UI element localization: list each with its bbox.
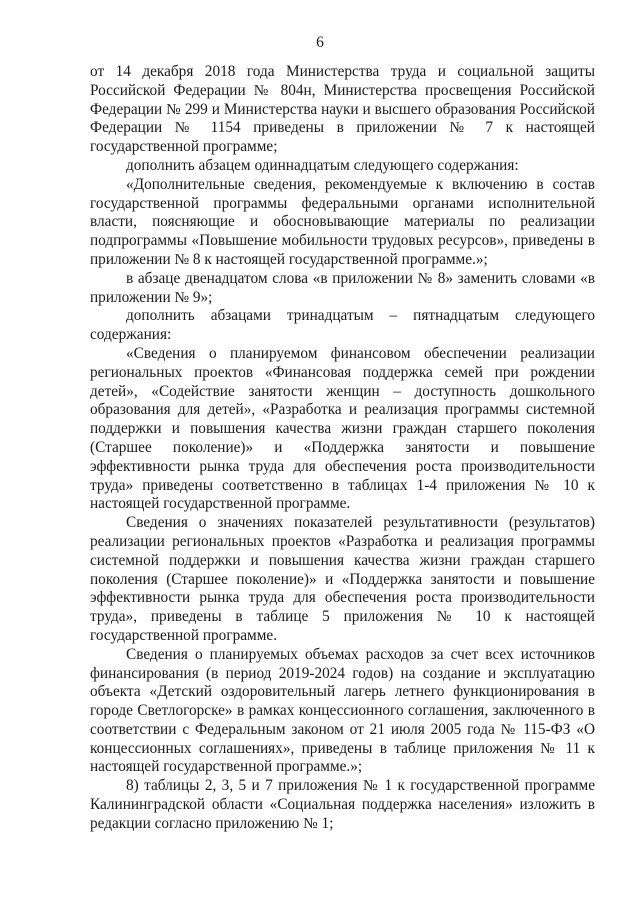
paragraph-4: в абзаце двенадцатом слова «в приложении № 8» заменить словами «в приложении № 9»; [90,269,595,306]
paragraph-5: дополнить абзацами тринадцатым – пятнадцатым следующего содержания: [90,307,595,344]
paragraph-1: от 14 декабря 2018 года Министерства труда и социальной защиты Российской Федерации № 804н, Министерства просвещения Российской Федерации № 299 и Министерства науки и высшего образования Российской Федерации № 1154 приведены в приложении № 7 к настоящей государственной программе; [90,63,595,156]
paragraph-6: «Сведения о планируемом финансовом обеспечении реализации региональных проектов «Финансовая поддержка семей при рождении детей», «Содействие занятости женщин – доступность дошкольного образования для детей», «Разработка и реализация программы системной поддержки и повышения качества жизни граждан старшего поколения (Старшее поколение)» и «Поддержка занятости и повышение эффективности рынка труда для обеспечения роста производительности труда» приведены соответственно в таблицах 1-4 приложения № 10 к настоящей государственной программе. [90,344,595,513]
paragraph-9: 8) таблицы 2, 3, 5 и 7 приложения № 1 к государственной программе Калининградской области «Социальная поддержка населения» изложить в редакции согласно приложению № 1; [90,777,595,832]
paragraph-2: дополнить абзацем одиннадцатым следующего содержания: [126,156,519,174]
document-body [90,63,595,834]
paragraph-8: Сведения о планируемых объемах расходов за счет всех источников финансирования (в период 2019-2024 годов) на создание и эксплуатацию объекта «Детский оздоровительный лагерь летнего функционирования в городе Светлогорске» в рамках концессионного соглашения, заключенного в соответствии с Федеральным законом от 21 июля 2005 года № 115-ФЗ «О концессионных соглашениях», приведены в таблице приложения № 11 к настоящей государственной программе.»; [90,645,595,776]
paragraph-3: «Дополнительные сведения, рекомендуемые к включению в состав государственной программы федеральными органами исполнительной власти, поясняющие и обосновывающие материалы по реализации подпрограммы «Повышение мобильности трудовых ресурсов», приведены в приложении № 8 к настоящей государственной программе.»; [90,175,595,268]
paragraph-7: Сведения о значениях показателей результативности (результатов) реализации региональных проектов «Разработка и реализация программы системной поддержки и повышения качества жизни граждан старшего поколения (Старшее поколение)» и «Поддержка занятости и повышение эффективности рынка труда для обеспечения роста производительности труда», приведены в таблице 5 приложения № 10 к настоящей государственной программе. [90,514,595,644]
page-number: 6 [316,34,324,51]
